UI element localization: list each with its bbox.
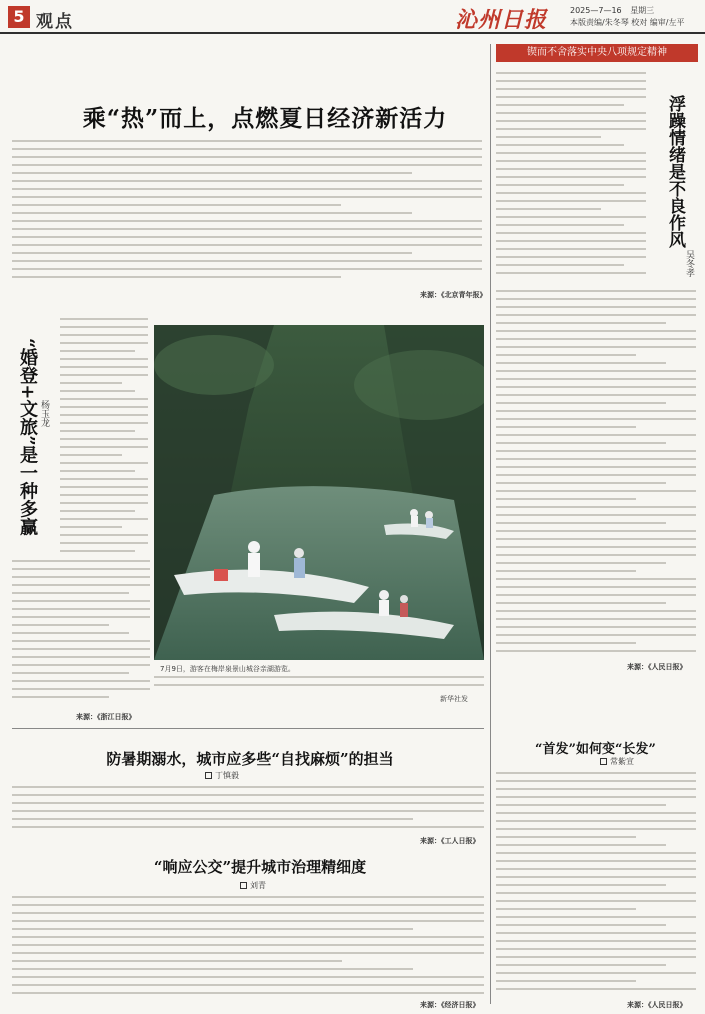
text-line bbox=[12, 592, 129, 594]
text-line bbox=[60, 510, 135, 512]
text-line bbox=[496, 152, 646, 154]
text-line bbox=[12, 616, 150, 618]
text-line bbox=[60, 438, 148, 440]
text-line bbox=[496, 538, 696, 540]
text-line bbox=[496, 338, 696, 340]
text-line bbox=[496, 796, 696, 798]
text-line bbox=[60, 502, 148, 504]
text-line bbox=[12, 648, 150, 650]
text-line bbox=[12, 188, 482, 190]
text-line bbox=[12, 576, 150, 578]
drowning-article-byline bbox=[205, 770, 239, 781]
text-line bbox=[496, 426, 636, 428]
byline-square-icon bbox=[600, 758, 607, 765]
text-line bbox=[496, 948, 696, 950]
text-line bbox=[496, 578, 696, 580]
first-sale-article-byline bbox=[600, 756, 634, 767]
text-line bbox=[496, 828, 696, 830]
section-divider bbox=[12, 728, 484, 729]
text-line bbox=[12, 896, 484, 898]
text-line bbox=[496, 980, 636, 982]
text-line bbox=[496, 168, 646, 170]
text-line bbox=[496, 772, 696, 774]
text-line bbox=[496, 72, 646, 74]
text-line bbox=[60, 334, 148, 336]
text-line bbox=[496, 546, 696, 548]
text-line bbox=[496, 264, 624, 266]
text-line bbox=[496, 144, 624, 146]
text-line bbox=[496, 128, 646, 130]
section-name: 观点 bbox=[36, 12, 74, 32]
text-line bbox=[496, 514, 696, 516]
text-line bbox=[496, 88, 646, 90]
text-line bbox=[60, 542, 148, 544]
text-line bbox=[60, 430, 135, 432]
text-line bbox=[496, 924, 666, 926]
text-line bbox=[60, 318, 148, 320]
text-line bbox=[496, 988, 696, 990]
text-line bbox=[12, 912, 484, 914]
page-number-tab: 5 bbox=[8, 6, 30, 28]
text-line bbox=[12, 920, 484, 922]
text-line bbox=[60, 550, 135, 552]
text-line bbox=[60, 382, 122, 384]
text-line bbox=[496, 386, 696, 388]
text-line bbox=[496, 200, 646, 202]
text-line bbox=[12, 944, 484, 946]
text-line bbox=[60, 486, 148, 488]
text-line bbox=[496, 256, 646, 258]
first-sale-article-author: 常紫宣 bbox=[610, 757, 634, 766]
text-line bbox=[12, 172, 412, 174]
drowning-article-author: 丁慎毅 bbox=[215, 771, 239, 780]
drowning-article-source: 来源：《工人日报》 bbox=[420, 837, 480, 845]
text-line bbox=[496, 868, 696, 870]
text-line bbox=[12, 228, 482, 230]
text-line bbox=[12, 236, 482, 238]
text-line bbox=[60, 422, 148, 424]
photo-caption-lead: 7月9日，游客在梅岸泉景山城谷亲湖游览。 bbox=[160, 665, 295, 673]
public-affairs-article-source: 来源：《经济日报》 bbox=[420, 1001, 480, 1009]
text-line bbox=[12, 802, 484, 804]
text-line bbox=[12, 252, 412, 254]
text-line bbox=[496, 176, 646, 178]
staff-line: 本版责编/朱冬琴 校对 编审/左平 bbox=[570, 18, 685, 27]
text-line bbox=[496, 530, 696, 532]
text-line bbox=[496, 812, 696, 814]
text-line bbox=[12, 672, 129, 674]
paper-logo: 沁州日报 bbox=[455, 7, 548, 33]
text-line bbox=[496, 916, 696, 918]
text-line bbox=[496, 884, 666, 886]
public-affairs-article-headline: “响应公交”提升城市治理精细度 bbox=[153, 858, 367, 876]
text-line bbox=[12, 818, 413, 820]
text-line bbox=[496, 378, 696, 380]
text-line bbox=[496, 474, 696, 476]
text-line bbox=[12, 960, 342, 962]
text-line bbox=[60, 470, 135, 472]
text-line bbox=[12, 680, 150, 682]
text-line bbox=[496, 562, 666, 564]
text-line bbox=[496, 788, 696, 790]
text-line bbox=[60, 326, 148, 328]
text-line bbox=[496, 466, 696, 468]
text-line bbox=[496, 120, 646, 122]
text-line bbox=[496, 370, 696, 372]
text-line bbox=[496, 298, 696, 300]
text-line bbox=[496, 458, 696, 460]
text-line bbox=[496, 498, 636, 500]
text-line bbox=[60, 398, 148, 400]
text-line bbox=[496, 192, 646, 194]
text-line bbox=[496, 346, 696, 348]
text-line bbox=[496, 506, 696, 508]
text-line bbox=[496, 956, 696, 958]
text-line bbox=[496, 96, 646, 98]
text-line bbox=[496, 490, 696, 492]
text-line bbox=[12, 786, 484, 788]
text-line bbox=[12, 584, 150, 586]
text-line bbox=[12, 696, 109, 698]
text-line bbox=[496, 554, 696, 556]
text-line bbox=[60, 454, 122, 456]
text-line bbox=[496, 876, 696, 878]
right-column-body bbox=[496, 290, 696, 660]
text-line bbox=[60, 494, 148, 496]
text-line bbox=[496, 482, 666, 484]
text-line bbox=[154, 684, 484, 686]
text-line bbox=[12, 260, 482, 262]
text-line bbox=[496, 314, 696, 316]
text-line bbox=[12, 936, 484, 938]
left-column-author: 杨玉龙 bbox=[39, 400, 49, 427]
news-photo bbox=[154, 325, 484, 660]
text-line bbox=[12, 148, 482, 150]
text-line bbox=[496, 290, 696, 292]
issue-info bbox=[570, 5, 700, 29]
public-affairs-article-author: 刘青 bbox=[250, 881, 266, 890]
right-column-author: 吴冬孝 bbox=[684, 250, 694, 277]
text-line bbox=[12, 156, 482, 158]
text-line bbox=[496, 434, 696, 436]
text-line bbox=[496, 852, 696, 854]
text-line bbox=[60, 446, 148, 448]
public-affairs-article-byline bbox=[240, 880, 266, 891]
text-line bbox=[496, 780, 696, 782]
text-line bbox=[12, 904, 484, 906]
text-line bbox=[496, 836, 636, 838]
text-line bbox=[496, 522, 666, 524]
text-line bbox=[60, 390, 135, 392]
text-line bbox=[496, 248, 646, 250]
text-line bbox=[496, 804, 666, 806]
masthead bbox=[0, 0, 705, 34]
text-line bbox=[60, 414, 148, 416]
text-line bbox=[12, 212, 412, 214]
text-line bbox=[12, 204, 341, 206]
text-line bbox=[496, 626, 696, 628]
text-line bbox=[60, 406, 148, 408]
text-line bbox=[496, 602, 666, 604]
text-line bbox=[12, 952, 484, 954]
text-line bbox=[496, 634, 696, 636]
lead-article-body bbox=[12, 140, 482, 288]
text-line bbox=[496, 362, 666, 364]
text-line bbox=[12, 196, 482, 198]
text-line bbox=[496, 820, 696, 822]
right-top-article-body bbox=[496, 72, 646, 282]
text-line bbox=[12, 244, 482, 246]
text-line bbox=[496, 932, 696, 934]
text-line bbox=[60, 350, 135, 352]
text-line bbox=[496, 402, 666, 404]
text-line bbox=[60, 374, 148, 376]
text-line bbox=[60, 478, 148, 480]
left-column-title: “婚登+文旅”是一种多赢 bbox=[17, 338, 38, 536]
text-line bbox=[12, 268, 482, 270]
text-line bbox=[496, 216, 646, 218]
text-line bbox=[496, 354, 636, 356]
photo-caption-body bbox=[154, 676, 484, 696]
text-line bbox=[496, 104, 624, 106]
text-line bbox=[496, 940, 696, 942]
text-line bbox=[12, 688, 150, 690]
text-line bbox=[12, 624, 109, 626]
text-line bbox=[60, 462, 148, 464]
text-line bbox=[12, 180, 482, 182]
text-line bbox=[12, 656, 150, 658]
text-line bbox=[12, 968, 413, 970]
lead-article-source: 来源：《北京青年报》 bbox=[420, 291, 487, 299]
text-line bbox=[60, 342, 148, 344]
text-line bbox=[496, 586, 696, 588]
text-line bbox=[496, 224, 624, 226]
issue-date: 2025—7—16 bbox=[570, 6, 622, 15]
text-line bbox=[12, 928, 413, 930]
text-line bbox=[496, 80, 646, 82]
text-line bbox=[60, 366, 148, 368]
text-line bbox=[496, 570, 636, 572]
text-line bbox=[496, 306, 696, 308]
first-sale-article-body bbox=[496, 772, 696, 998]
left-column-source: 来源：《浙江日报》 bbox=[76, 713, 136, 721]
text-line bbox=[12, 276, 341, 278]
text-line bbox=[496, 642, 636, 644]
text-line bbox=[12, 826, 484, 828]
text-line bbox=[60, 358, 148, 360]
text-line bbox=[12, 608, 150, 610]
text-line bbox=[496, 112, 646, 114]
text-line bbox=[12, 140, 482, 142]
text-line bbox=[496, 650, 696, 652]
text-line bbox=[12, 560, 150, 562]
text-line bbox=[60, 526, 122, 528]
first-sale-article-source: 来源：《人民日报》 bbox=[627, 1001, 687, 1009]
text-line bbox=[496, 860, 696, 862]
text-line bbox=[12, 664, 150, 666]
text-line bbox=[496, 136, 601, 138]
text-line bbox=[496, 594, 696, 596]
right-column-source: 来源：《人民日报》 bbox=[627, 663, 687, 671]
text-line bbox=[496, 442, 666, 444]
text-line bbox=[12, 164, 482, 166]
text-line bbox=[496, 418, 696, 420]
text-line bbox=[12, 640, 150, 642]
campaign-banner: 锲而不舍落实中央八项规定精神 bbox=[496, 44, 698, 62]
text-line bbox=[496, 892, 696, 894]
text-line bbox=[496, 908, 636, 910]
byline-square-icon bbox=[205, 772, 212, 779]
text-line bbox=[12, 600, 150, 602]
text-line bbox=[154, 676, 484, 678]
drowning-article-body bbox=[12, 786, 484, 840]
text-line bbox=[12, 810, 484, 812]
left-column-body-lower bbox=[12, 560, 150, 710]
text-line bbox=[496, 964, 666, 966]
byline-square-icon bbox=[240, 882, 247, 889]
text-line bbox=[496, 160, 646, 162]
text-line bbox=[496, 972, 696, 974]
issue-weekday: 星期三 bbox=[630, 6, 655, 15]
text-line bbox=[496, 322, 666, 324]
text-line bbox=[60, 534, 148, 536]
left-column-body-upper bbox=[60, 318, 148, 558]
text-line bbox=[12, 992, 484, 994]
text-line bbox=[496, 232, 646, 234]
text-line bbox=[496, 450, 696, 452]
text-line bbox=[496, 900, 696, 902]
text-line bbox=[496, 208, 601, 210]
lead-headline: 乘“热”而上，点燃夏日经济新活力 bbox=[82, 105, 448, 132]
text-line bbox=[496, 610, 696, 612]
column-divider bbox=[490, 44, 491, 1004]
text-line bbox=[496, 394, 696, 396]
photo-credit: 新华社发 bbox=[440, 695, 468, 703]
text-line bbox=[496, 410, 696, 412]
text-line bbox=[496, 844, 666, 846]
text-line bbox=[12, 220, 482, 222]
drowning-article-headline: 防暑期溺水，城市应多些“自找麻烦”的担当 bbox=[106, 750, 394, 768]
text-line bbox=[496, 272, 646, 274]
text-line bbox=[12, 632, 129, 634]
right-column-title: 浮躁情绪是不良作风 bbox=[665, 95, 685, 248]
text-line bbox=[496, 618, 696, 620]
public-affairs-article-body bbox=[12, 896, 484, 1000]
text-line bbox=[496, 330, 696, 332]
text-line bbox=[60, 518, 148, 520]
text-line bbox=[12, 794, 484, 796]
text-line bbox=[12, 976, 484, 978]
first-sale-article-headline: “首发”如何变“长发” bbox=[535, 742, 656, 757]
text-line bbox=[12, 568, 150, 570]
text-line bbox=[12, 984, 484, 986]
text-line bbox=[496, 240, 646, 242]
text-line bbox=[496, 184, 624, 186]
